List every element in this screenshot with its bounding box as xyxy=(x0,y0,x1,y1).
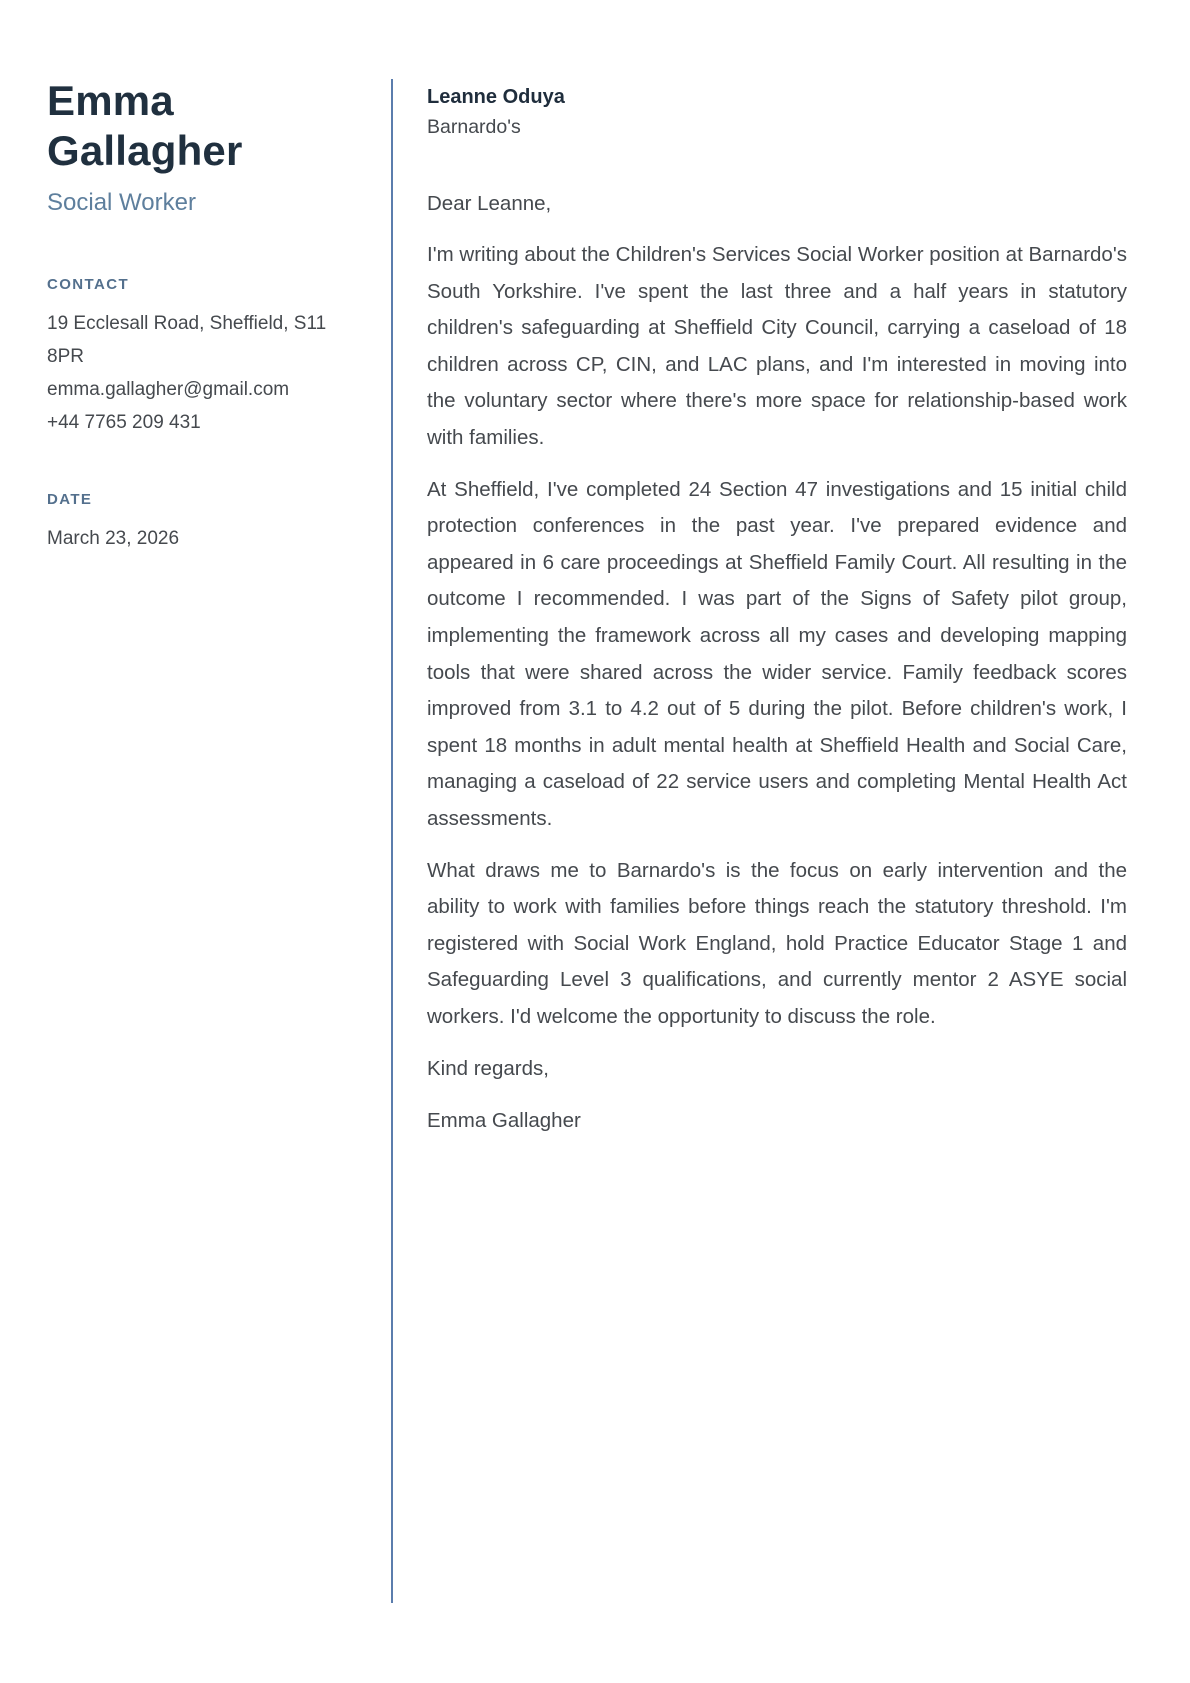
recipient-name: Leanne Oduya xyxy=(427,86,565,108)
signature-name: Emma Gallagher xyxy=(427,1109,581,1133)
recipient-company: Barnardo's xyxy=(427,116,521,138)
date-section xyxy=(47,491,355,555)
contact-address: 19 Ecclesall Road, Sheffield, S11 8PR xyxy=(47,313,327,367)
letter-paragraph-2: At Sheffield, I've completed 24 Section 47 investigations and 15 initial child protection conferences in the past year. I've prepared evidence and appeared in 6 care proceedings at Sheffield Family Court. All resulting in the outcome I recommended. I was part of the Signs of Safety pilot group, implementing the framework across all my cases and developing mapping tools that were shared across the wider service. Family feedback scores improved from 3.1 to 4.2 out of 5 during the pilot. Before children's work, I spent 18 months in adult mental health at Sheffield Health and Social Care, managing a caseload of 22 service users and completing Mental Health Act assessments. xyxy=(427,477,1127,830)
applicant-name: Emma Gallagher xyxy=(47,77,243,174)
vertical-divider xyxy=(391,79,393,1603)
contact-email: emma.gallagher@gmail.com xyxy=(47,379,290,400)
contact-heading: CONTACT xyxy=(47,276,130,293)
applicant-job-title: Social Worker xyxy=(47,189,196,216)
date-value: March 23, 2026 xyxy=(47,528,180,549)
letter-paragraph-3: What draws me to Barnardo's is the focus on early intervention and the ability to work with families before things reach the statutory threshold. I'm registered with Social Work England, hold Practice Educator Stage 1 and Safeguarding Level 3 qualifications, and currently mentor 2 ASYE social workers. I'd welcome the opportunity to discuss the role. xyxy=(427,858,1127,1028)
letter-paragraph-1: I'm writing about the Children's Services Social Worker position at Barnardo's South Yorkshire. I've spent the last three and a half years in statutory children's safeguarding at Sheffield City Council, carrying a caseload of 18 children across CP, CIN, and LAC plans, and I'm interested in moving into the voluntary sector where there's more space for relationship-based work with families. xyxy=(427,243,1127,449)
date-heading: DATE xyxy=(47,491,93,508)
letter-body xyxy=(427,84,1127,1139)
sidebar xyxy=(47,76,355,555)
salutation: Dear Leanne, xyxy=(427,192,552,215)
contact-phone: +44 7765 209 431 xyxy=(47,412,201,433)
closing: Kind regards, xyxy=(427,1057,549,1081)
contact-section xyxy=(47,276,355,439)
